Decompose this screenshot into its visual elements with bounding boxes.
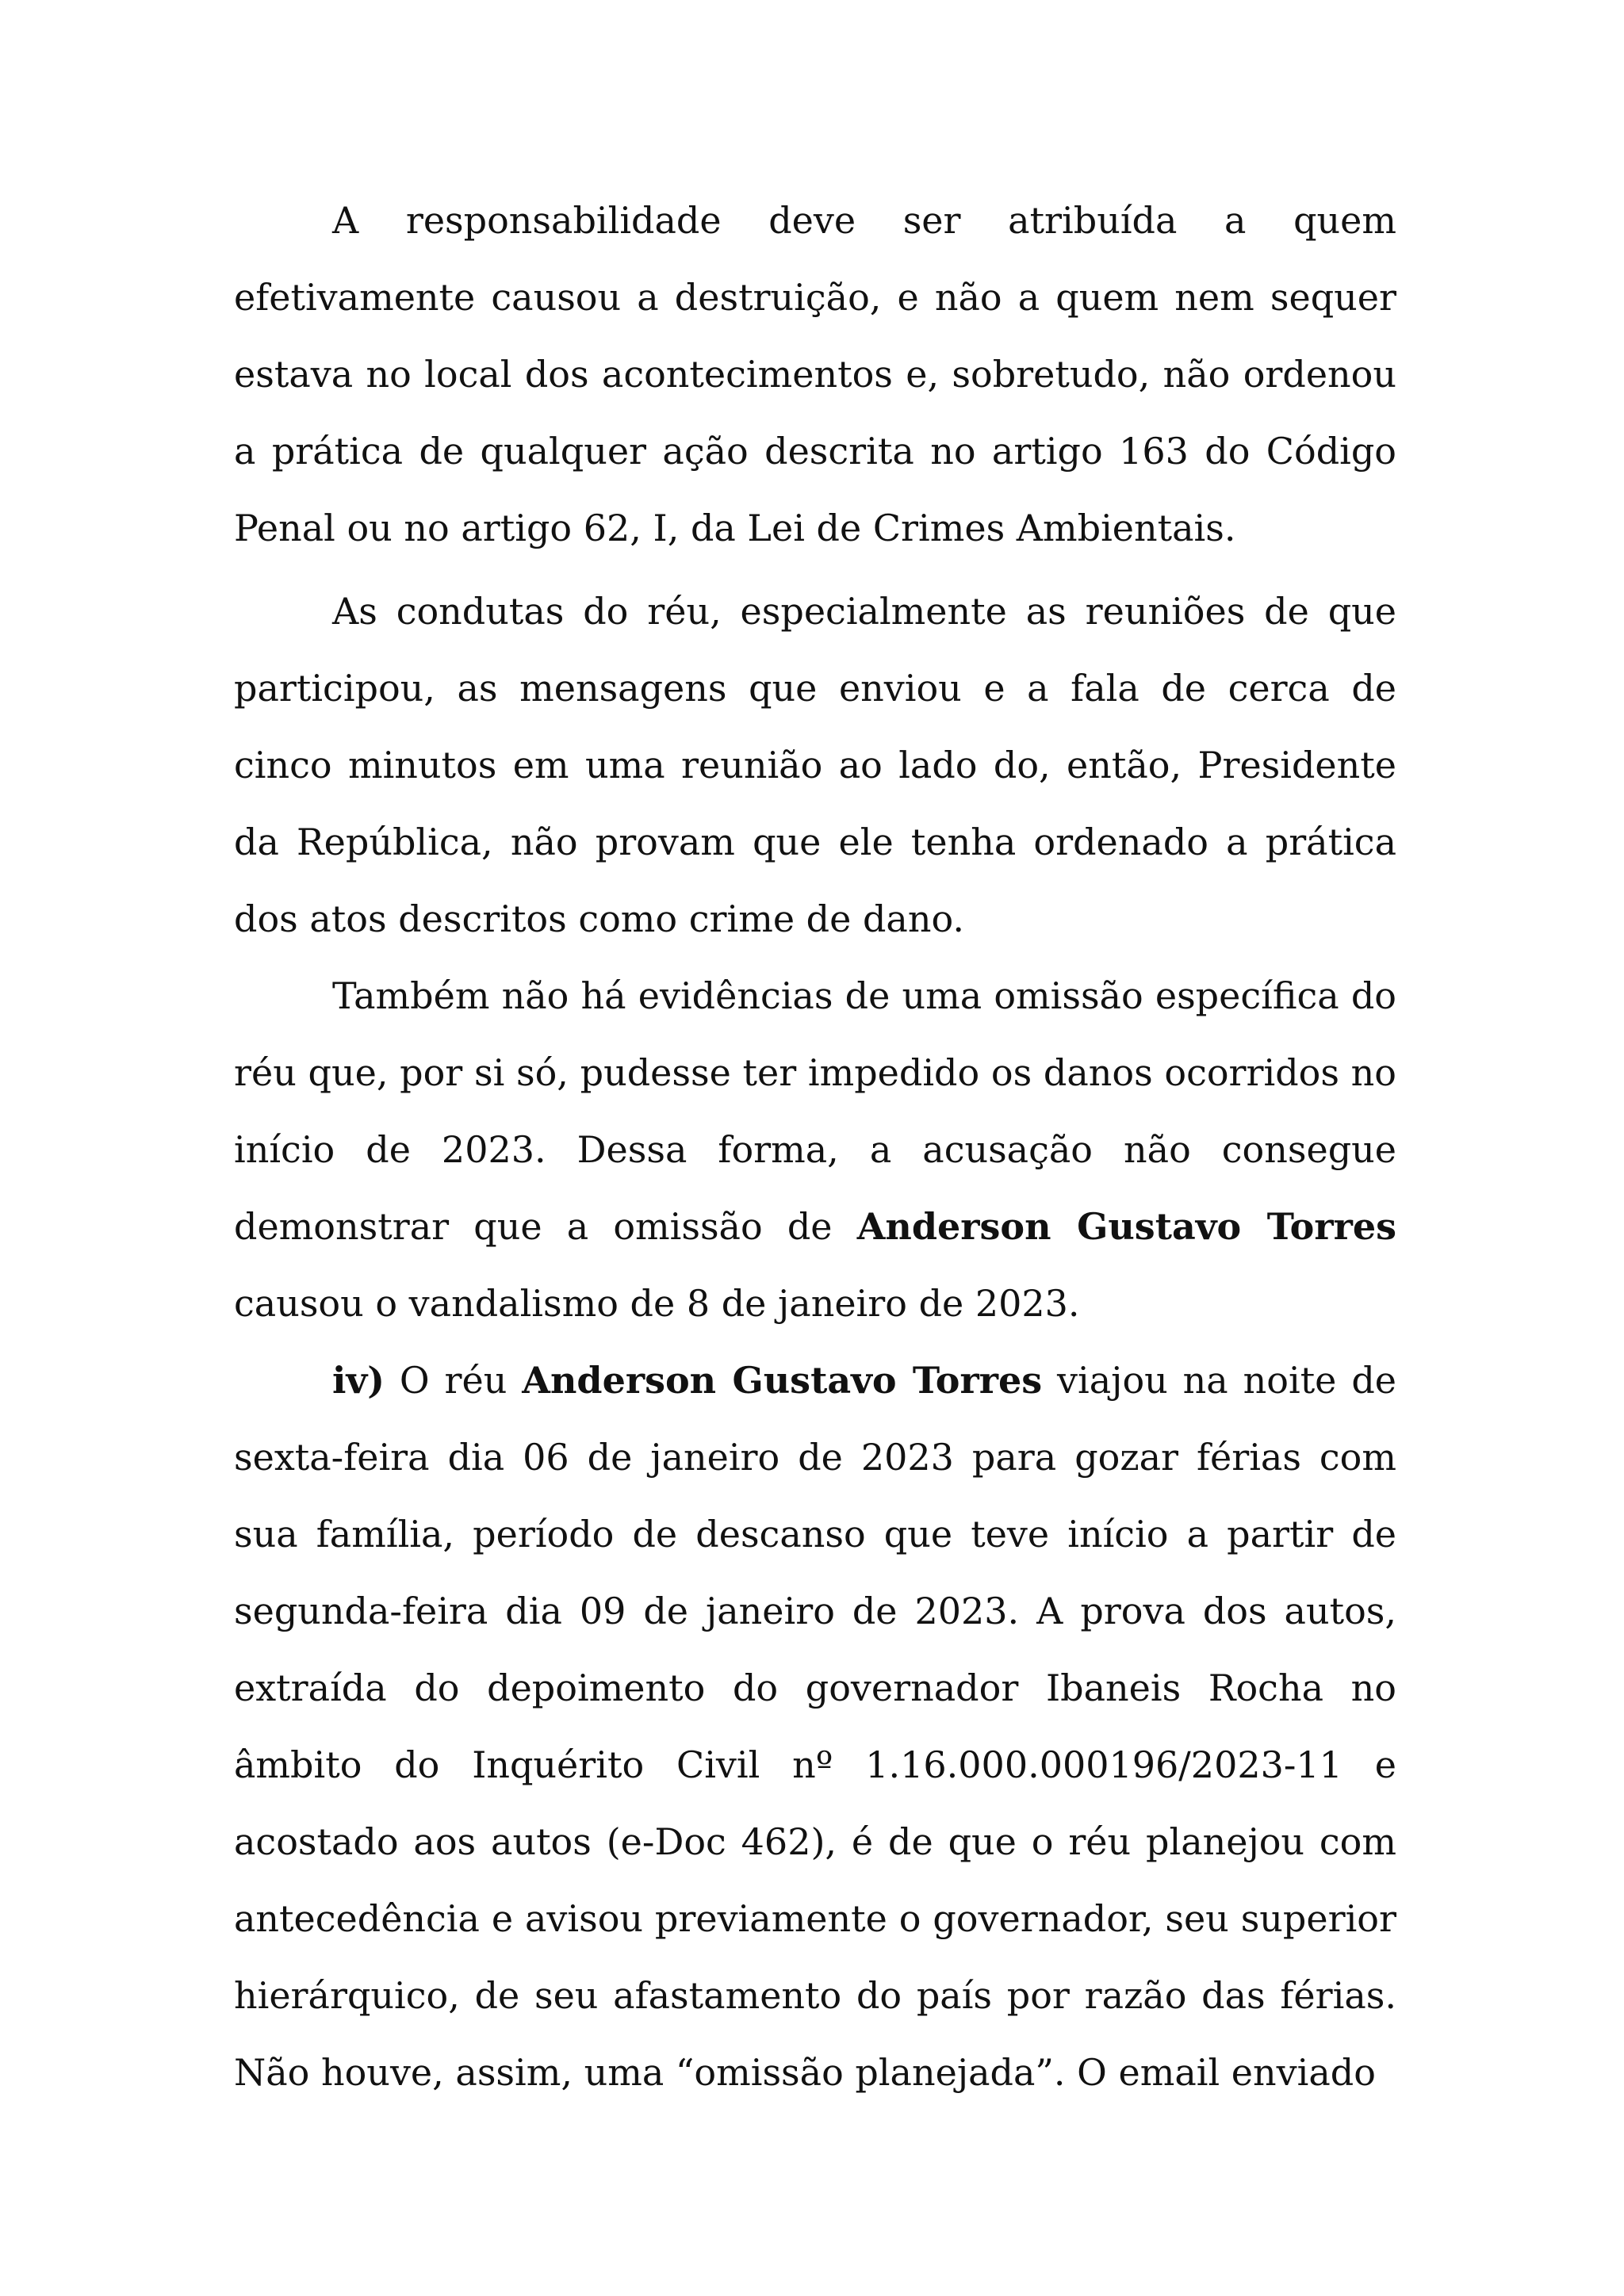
- document-body: [234, 182, 1396, 2111]
- paragraph-condutas: As condutas do réu, especialmente as reuniões de que participou, as mensagens que enviou e a fala de cerca de cinco minutos em uma reunião ao lado do, então, Presidente da República, não provam que ele tenha ordenado a prática dos atos descritos como crime de dano.: [234, 590, 1396, 940]
- defendant-name: Anderson Gustavo Torres: [856, 1205, 1396, 1248]
- paragraph-responsabilidade: A responsabilidade deve ser atribuída a quem efetivamente causou a destruição, e não a quem nem sequer estava no local dos acontecimentos e, sobretudo, não ordenou a prática de qualquer ação descrita no artigo 163 do Código Penal ou no artigo 62, I, da Lei de Crimes Ambientais.: [234, 199, 1396, 549]
- defendant-name: Anderson Gustavo Torres: [522, 1359, 1043, 1402]
- paragraph-item-iv: iv) O réu Anderson Gustavo Torres viajou na noite de sexta-feira dia 06 de janeiro de 2023 para gozar férias com sua família, período de descanso que teve início a partir de segunda-feira dia 09 de janeiro de 2023. A prova dos autos, extraída do depoimento do governador Ibaneis Rocha no âmbito do Inquérito Civil nº 1.16.000.000196/2023-11 e acostado aos autos (e-Doc 462), é de que o réu planejou com antecedência e avisou previamente o governador, seu superior hierárquico, de seu afastamento do país por razão das férias. Não houve, assim, uma “omissão planejada”. O email enviado: [234, 1359, 1396, 2094]
- paragraph-omissao: Também não há evidências de uma omissão específica do réu que, por si só, pudesse ter impedido os danos ocorridos no início de 2023. Dessa forma, a acusação não consegue demonstrar que a omissão de Anderson Gustavo Torres causou o vandalismo de 8 de janeiro de 2023.: [234, 974, 1396, 1325]
- item-marker: iv): [332, 1359, 385, 1402]
